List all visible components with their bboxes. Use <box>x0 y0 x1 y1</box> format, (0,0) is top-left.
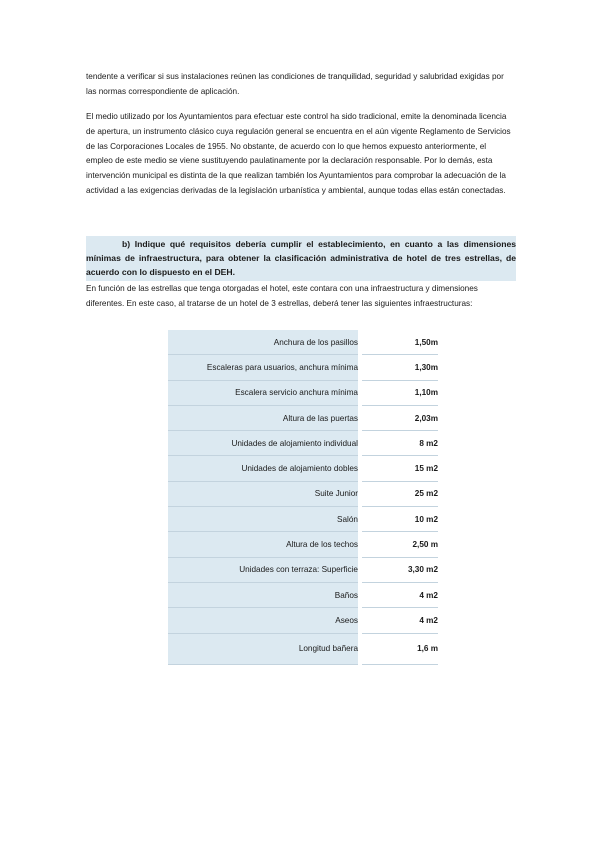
table-cell-label: Suite Junior <box>168 481 358 506</box>
table-cell-label: Unidades con terraza: Superficie <box>168 557 358 582</box>
paragraph-answer-intro: En función de las estrellas que tenga otorgadas el hotel, este contara con una infraestructura y dimensiones diferentes. En este caso, al tratarse de un hotel de 3 estrellas, deberá tener las siguientes infraestructuras: <box>86 284 478 308</box>
table-cell-value: 1,30m <box>362 355 438 380</box>
table-row <box>168 481 438 506</box>
table-cell-label: Unidades de alojamiento individual <box>168 431 358 456</box>
table-cell-value: 2,50 m <box>362 532 438 557</box>
table-row <box>168 405 438 430</box>
table-cell-value: 8 m2 <box>362 431 438 456</box>
table-cell-label: Longitud bañera <box>168 633 358 664</box>
infrastructure-table <box>168 330 438 665</box>
table-cell-label: Altura de los techos <box>168 532 358 557</box>
table-cell-value: 1,6 m <box>362 633 438 664</box>
table-cell-value: 15 m2 <box>362 456 438 481</box>
table-row <box>168 431 438 456</box>
table-cell-value: 4 m2 <box>362 608 438 633</box>
table-row <box>168 582 438 607</box>
table-cell-label: Anchura de los pasillos <box>168 330 358 355</box>
table-row <box>168 355 438 380</box>
question-b-heading: b) Indique qué requisitos debería cumplir el establecimiento, en cuanto a las dimensiones mínimas de infraestructura, para obtener la clasificación administrativa de hotel de tres estrellas, de acuerdo con lo dispuesto en el DEH. <box>86 236 516 281</box>
table-cell-label: Baños <box>168 582 358 607</box>
table-cell-label: Salón <box>168 507 358 532</box>
table-cell-value: 1,50m <box>362 330 438 355</box>
table-cell-value: 25 m2 <box>362 481 438 506</box>
table-row <box>168 633 438 664</box>
table-row <box>168 456 438 481</box>
table-row <box>168 532 438 557</box>
table-cell-label: Escaleras para usuarios, anchura mínima <box>168 355 358 380</box>
table-cell-label: Altura de las puertas <box>168 405 358 430</box>
table-cell-value: 10 m2 <box>362 507 438 532</box>
table-row <box>168 507 438 532</box>
table-row <box>168 608 438 633</box>
table-cell-value: 3,30 m2 <box>362 557 438 582</box>
table-row <box>168 380 438 405</box>
table-cell-label: Unidades de alojamiento dobles <box>168 456 358 481</box>
table-row <box>168 557 438 582</box>
paragraph-licencia-apertura: El medio utilizado por los Ayuntamientos para efectuar este control ha sido tradicional, emite la denominada licencia de apertura, un instrumento clásico cuya regulación general se encuentra en el aún vigente Reglamento de Servicios de las Corporaciones Locales de 1955. No obstante, de acuerdo con lo que hemos expuesto anteriormente, el empleo de este medio se viene sustituyendo paulatinamente por la declaración responsable. Por lo demás, esta intervención municipal es distinta de la que realizan también los Ayuntamientos para comprobar la adecuación de la actividad a las exigencias derivadas de la legislación urbanística y ambiental, aunque todas ellas están conectadas. <box>86 112 511 195</box>
table-cell-label: Aseos <box>168 608 358 633</box>
table-cell-label: Escalera servicio anchura mínima <box>168 380 358 405</box>
table-row <box>168 330 438 355</box>
table-cell-value: 2,03m <box>362 405 438 430</box>
table-cell-value: 1,10m <box>362 380 438 405</box>
table-cell-value: 4 m2 <box>362 582 438 607</box>
paragraph-intro-continuation: tendente a verificar si sus instalaciones reúnen las condiciones de tranquilidad, seguridad y salubridad exigidas por las normas correspondiente de aplicación. <box>86 72 504 96</box>
